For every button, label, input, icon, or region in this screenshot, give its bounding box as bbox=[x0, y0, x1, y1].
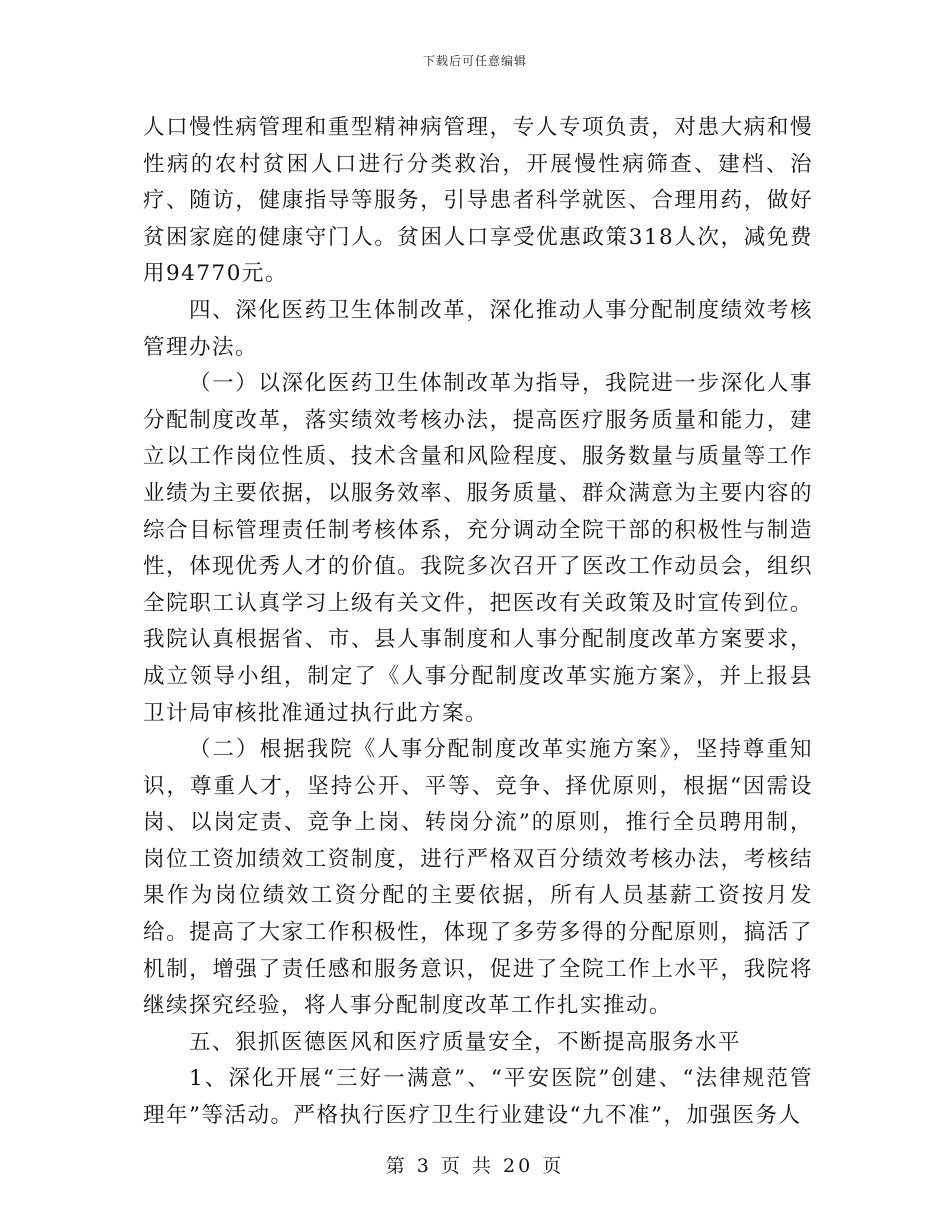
page-header-note: 下载后可任意编辑 bbox=[422, 54, 527, 68]
body-text bbox=[143, 110, 813, 1135]
paragraph-subsection-one: （一）以深化医药卫生体制改革为指导，我院进一步深化人事分配制度改革，落实绩效考核办法，提高医疗服务质量和能力，建立以工作岗位性质、技术含量和风险程度、服务数量与质量等工作业绩为主要依据，以服务效率、服务质量、群众满意为主要内容的综合目标管理责任制考核体系，充分调动全院干部的积极性与制造性，体现优秀人才的价值。我院多次召开了医改工作动员会，组织全院职工认真学习上级有关文件，把医改有关政策及时宣传到位。我院认真根据省、市、县人事制度和人事分配制度改革方案要求，成立领导小组，制定了《人事分配制度改革实施方案》，并上报县卫计局审核批准通过执行此方案。 bbox=[143, 371, 813, 726]
paragraph-subsection-two: （二）根据我院《人事分配制度改革实施方案》，坚持尊重知识，尊重人才，坚持公开、平等、竞争、择优原则，根据“因需设岗、以岗定责、竞争上岗、转岗分流”的原则，推行全员聘用制，岗位工资加绩效工资制度，进行严格双百分绩效考核办法，考核结果作为岗位绩效工资分配的主要依据，所有人员基薪工资按月发给。提高了大家工作积极性，体现了多劳多得的分配原则，搞活了机制，增强了责任感和服务意识，促进了全院工作上水平，我院将继续探究经验，将人事分配制度改革工作扎实推动。 bbox=[143, 737, 813, 1019]
section-heading-four: 四、深化医药卫生体制改革，深化推动人事分配制度绩效考核管理办法。 bbox=[143, 297, 813, 360]
paragraph-item-one: 1、深化开展“三好一满意”、“平安医院”创建、“法律规范管理年”等活动。严格执行医疗卫生行业建设“九不准”，加强医务人 bbox=[143, 1066, 813, 1129]
page-number-footer: 第 3 页 共 20 页 bbox=[385, 1155, 565, 1177]
paragraph-continued: 人口慢性病管理和重型精神病管理，专人专项负责，对患大病和慢性病的农村贫困人口进行分类救治，开展慢性病筛查、建档、治疗、随访，健康指导等服务，引导患者科学就医、合理用药，做好贫困家庭的健康守门人。贫困人口享受优惠政策318人次，减免费用94770元。 bbox=[143, 115, 813, 287]
section-heading-five: 五、狠抓医德医风和医疗质量安全，不断提高服务水平 bbox=[189, 1029, 742, 1055]
